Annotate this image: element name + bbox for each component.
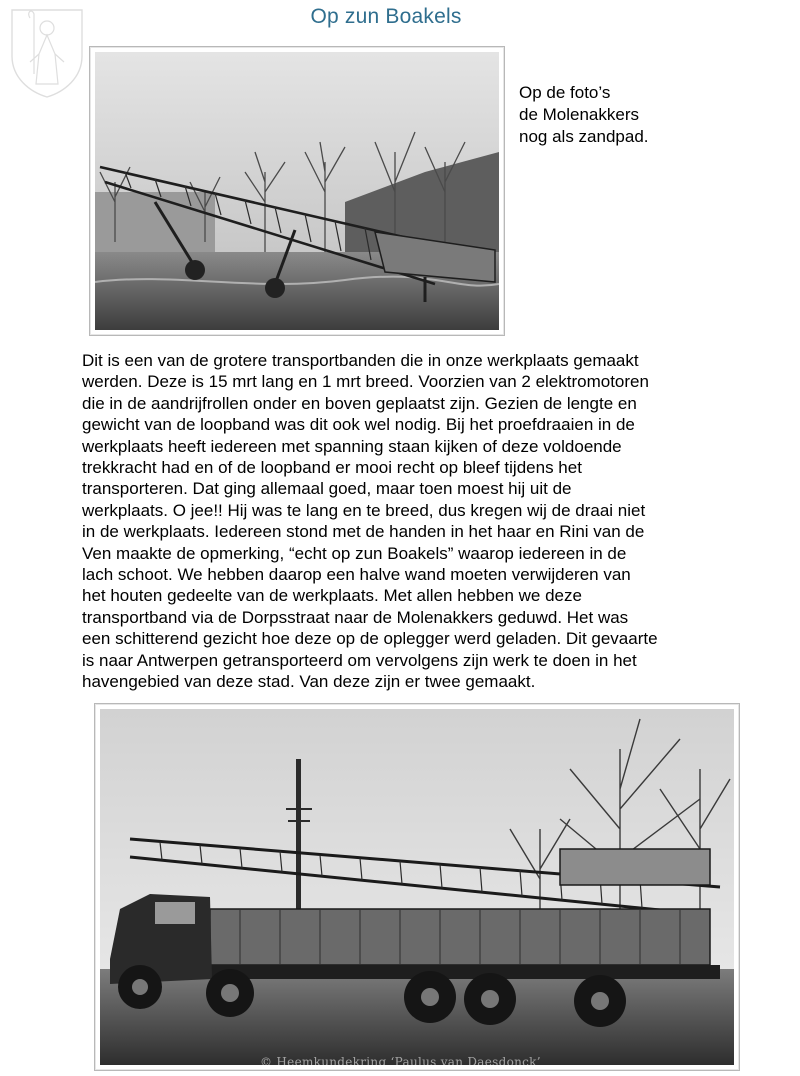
body-line: een schitterend gezicht hoe deze op de oplegger werd geladen. Dit gevaarte [82,629,658,649]
body-line: die in de aandrijfrollen onder en boven geplaatst zijn. Gezien de lengte en [82,393,637,413]
body-line: lach schoot. We hebben daarop een halve wand moeten verwijderen van [82,565,631,585]
body-line: gewicht van de loopband was dit ook wel nodig. Bij het proefdraaien in de [82,415,635,435]
photo-copyright-watermark: © Heemkundekring ‘Paulus van Daesdonck’ [260,1055,541,1069]
body-line: transportband via de Dorpsstraat naar de Molenakkers geduwd. Het was [82,607,629,627]
body-line: het houten gedeelte van de werkplaats. Met allen hebben we deze [82,586,582,606]
article-body [82,350,730,693]
body-line: havengebied van deze stad. Van deze zijn er twee gemaakt. [82,672,536,692]
body-line: is naar Antwerpen getransporteerd om vervolgens zijn werk te doen in het [82,650,637,670]
black-white-photo-conveyor-icon [95,52,499,330]
body-line: werden. Deze is 15 mrt lang en 1 mrt breed. Voorzien van 2 elektromotoren [82,372,649,392]
page-title: Op zun Boakels [310,5,462,28]
body-line: werkplaats. O jee!! Hij was te lang en te breed, dus kregen wij de draai niet [82,500,646,520]
body-line: Dit is een van de grotere transportbanden die in onze werkplaats gemaakt [82,351,639,370]
body-line: transporteren. Dat ging allemaal goed, maar toen moest hij uit de [82,479,572,499]
body-line: werkplaats heeft iedereen met spanning staan kijken of deze voldoende [82,436,622,456]
truck-trailer-photo [94,703,740,1071]
black-white-photo-truck-icon [100,709,734,1065]
conveyor-belt-photo [89,46,505,336]
body-line: trekkracht had en of de loopband er mooi recht op bleef tijdens het [82,458,582,478]
body-line: Ven maakte de opmerking, “echt op zun Boakels” waarop iedereen in de [82,543,627,563]
body-line: in de werkplaats. Iedereen stond met de handen in het haar en Rini van de [82,522,645,542]
photo-caption: Op de foto’s de Molenakkers nog als zandpad. [519,83,649,146]
